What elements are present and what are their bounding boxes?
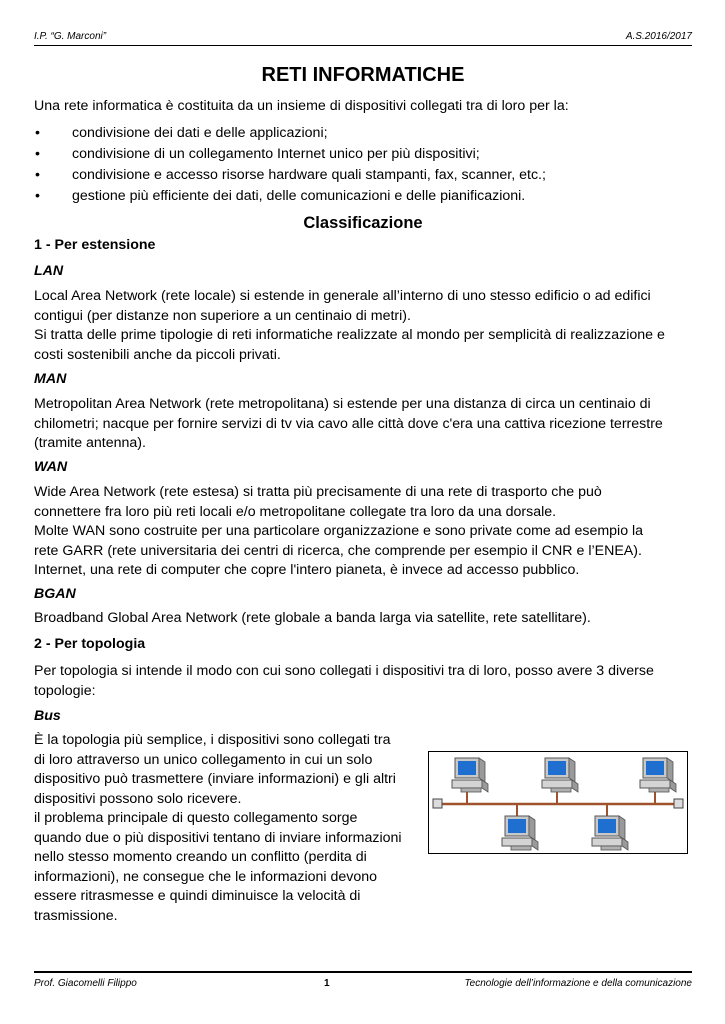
computer-icon	[502, 816, 538, 850]
bus-topology-diagram	[428, 751, 688, 854]
computer-icon	[592, 816, 628, 850]
footer-subject: Tecnologie dell’informazione e della comunicazione	[464, 978, 692, 989]
page-number: 1	[324, 978, 330, 989]
heading-lan: LAN	[34, 263, 64, 279]
bullet-icon: •	[35, 188, 40, 204]
bgan-paragraph: Broadband Global Area Network (rete globale a banda larga via satellite, rete satellitare).	[34, 610, 591, 626]
list-item: • gestione più efficiente dei dati, delle comunicazioni e delle pianificazioni.	[34, 186, 692, 207]
footer-author: Prof. Giacomelli Filippo	[34, 978, 137, 989]
man-paragraph: Metropolitan Area Network (rete metropolitana) si estende per una distanza di circa un centinaio di chilometri; nacque per fornire servizi di tv via cavo alle città dove c'era una cattiva ricezione terrestre (tramite antenna).	[34, 396, 663, 452]
purpose-list	[34, 123, 692, 207]
header-divider	[34, 45, 692, 46]
bullet-icon: •	[35, 146, 40, 162]
footer-divider	[34, 971, 692, 973]
computer-icon	[452, 758, 488, 792]
bullet-icon: •	[35, 125, 40, 141]
heading-bus: Bus	[34, 708, 61, 724]
computer-icon	[542, 758, 578, 792]
bus-topology-svg	[429, 752, 687, 853]
terminator-right	[674, 799, 683, 808]
heading-per-topologia: 2 - Per topologia	[34, 636, 146, 652]
list-item: • condivisione di un collegamento Internet unico per più dispositivi;	[34, 144, 692, 165]
bullet-icon: •	[35, 167, 40, 183]
terminator-left	[433, 799, 442, 808]
intro-paragraph: Una rete informatica è costituita da un insieme di dispositivi collegati tra di loro per la:	[34, 98, 569, 114]
topologia-paragraph: Per topologia si intende il modo con cui sono collegati i dispositivi tra di loro, posso avere 3 diverse topologie:	[34, 663, 654, 699]
list-item: • condivisione e accesso risorse hardware quali stampanti, fax, scanner, etc.;	[34, 165, 692, 186]
header-school: I.P. “G. Marconi”	[34, 31, 107, 42]
list-item: • condivisione dei dati e delle applicazioni;	[34, 123, 692, 144]
computer-icon	[640, 758, 676, 792]
heading-bgan: BGAN	[34, 586, 76, 602]
document-page	[34, 0, 692, 1024]
heading-man: MAN	[34, 371, 67, 387]
lan-paragraph: Local Area Network (rete locale) si estende in generale all’interno di uno stesso edificio o ad edifici contigui (per distanze non superiore a un centinaio di metri). Si tratta delle prime tipologie di reti informatiche realizzate al mondo per semplicità di realizzazione e costi sostenibili anche da piccoli privati.	[34, 288, 665, 363]
page-title: RETI INFORMATICHE	[261, 64, 465, 86]
bus-paragraph: È la topologia più semplice, i dispositivi sono collegati tra di loro attraverso un unico collegamento in cui un solo dispositivo può trasmettere (inviare informazioni) e gli altri dispositivi possono solo ricevere. il problema principale di questo collegamento sorge quando due o più dispositivi tentano di inviare informazioni nello stesso momento creando un conflitto (perdita di informazioni), ne consegue che le informazioni devono essere ritrasmesse e quindi diminuisce la velocità di trasmissione.	[34, 732, 402, 924]
heading-wan: WAN	[34, 459, 68, 475]
wan-paragraph: Wide Area Network (rete estesa) si tratta più precisamente di una rete di trasporto che può connettere fra loro più reti locali e/o metropolitane collegate tra loro da una dorsale. Molte WAN sono costruite per una particolare organizzazione e sono private come ad esempio la rete GARR (rete universitaria dei centri di ricerca, che comprende per esempio il CNR e l’ENEA). Internet, una rete di computer che copre l'intero pianeta, è invece ad accesso pubblico.	[34, 484, 644, 579]
heading-per-estensione: 1 - Per estensione	[34, 237, 156, 253]
header-school-year: A.S.2016/2017	[625, 31, 692, 42]
section-title-classificazione: Classificazione	[303, 214, 423, 232]
